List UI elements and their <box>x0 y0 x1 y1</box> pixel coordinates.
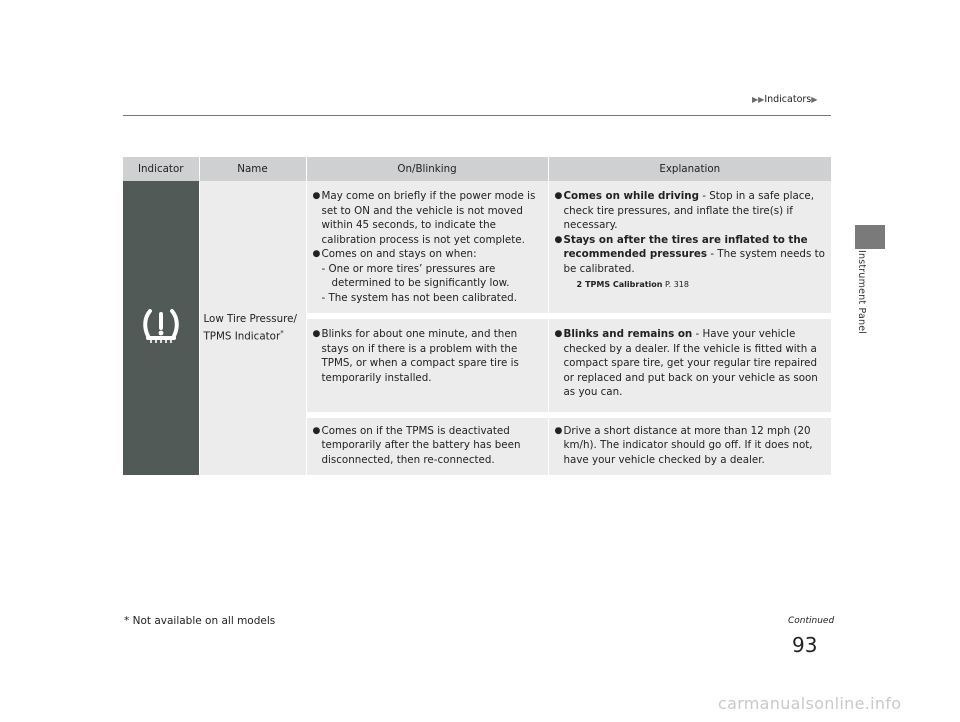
bullet-icon: ● <box>312 191 321 201</box>
exp-bold: Blinks and remains on <box>563 328 693 340</box>
watermark: carmanualsonline.info <box>718 694 902 713</box>
on-blinking-cell <box>306 181 548 316</box>
sub-item-cont: determined to be significantly low. <box>331 277 510 289</box>
indicator-name: Low Tire Pressure/ TPMS Indicator <box>203 312 297 343</box>
bullet-icon: ● <box>312 249 321 259</box>
explanation-cell <box>548 316 831 415</box>
col-header-name: Name <box>199 157 306 181</box>
table-header-row <box>123 157 831 181</box>
col-header-on-blinking: On/Blinking <box>306 157 548 181</box>
on-text: Comes on and stays on when: <box>321 248 477 260</box>
breadcrumb <box>752 94 817 105</box>
tpms-warning-icon <box>137 302 185 350</box>
explanation-cell <box>548 415 831 476</box>
bullet-icon: ● <box>554 329 563 339</box>
cross-reference-link[interactable] <box>555 278 826 293</box>
exp-text: - Have your vehicle checked by a dealer. If the vehicle is fitted with a compact spare tire, get your regular tire repaired or replaced and put back on your vehicle as soon as you can. <box>563 328 818 398</box>
table-row <box>123 181 831 316</box>
not-all-models-star: * <box>280 329 284 338</box>
footnote: * Not available on all models <box>124 615 276 627</box>
bullet-icon: ● <box>554 234 563 245</box>
page-number: 93 <box>792 633 818 657</box>
on-blinking-cell <box>306 316 548 415</box>
on-text: Comes on if the TPMS is deactivated temporarily after the battery has been disconnected, then re-connected. <box>321 424 521 466</box>
col-header-explanation: Explanation <box>548 157 831 181</box>
exp-bold: Comes on while driving <box>563 190 699 202</box>
bullet-icon: ● <box>312 425 321 436</box>
on-blinking-cell <box>306 415 548 476</box>
sub-item: - The system has not been calibrated. <box>321 291 517 304</box>
bullet-icon: ● <box>554 425 563 436</box>
sub-item: - One or more tires’ pressures are <box>321 262 496 275</box>
breadcrumb-end-arrow-icon: ▶ <box>811 95 818 104</box>
ref-page: P. 318 <box>662 280 689 289</box>
section-side-label: Instrument Panel <box>856 250 867 335</box>
indicator-name-cell <box>199 181 306 475</box>
ref-title: TPMS Calibration <box>585 280 663 289</box>
continued-label: Continued <box>788 616 835 626</box>
on-text: May come on briefly if the power mode is set to ON and the vehicle is not moved within 45 seconds, to indicate the calibration process is not yet complete. <box>321 190 536 246</box>
indicator-table <box>123 157 831 475</box>
exp-text: - Stop in a safe place, check tire pressures, and inflate the tire(s) if necessary. <box>563 190 815 231</box>
bullet-icon: ● <box>312 329 321 339</box>
exp-bold: Stays on after the tires are inflated to the recommended pressures <box>563 233 808 260</box>
on-text: Blinks for about one minute, and then stays on if there is a problem with the TPMS, or when a compact spare tire is temporarily installed. <box>321 328 519 384</box>
breadcrumb-label: Indicators <box>764 94 812 105</box>
breadcrumb-arrows-icon: ▶▶ <box>752 95 765 104</box>
exp-text: Drive a short distance at more than 12 mph (20 km/h). The indicator should go off. If it does not, have your vehicle checked by a dealer. <box>563 424 813 466</box>
section-tab <box>855 225 885 249</box>
reference-arrow-icon: 2 <box>576 280 583 289</box>
bullet-icon: ● <box>554 191 563 201</box>
exp-text: - The system needs to be calibrated. <box>563 248 825 275</box>
explanation-cell <box>548 181 831 316</box>
indicator-icon-cell <box>123 181 199 475</box>
col-header-indicator: Indicator <box>123 157 199 181</box>
header-rule <box>123 115 831 116</box>
